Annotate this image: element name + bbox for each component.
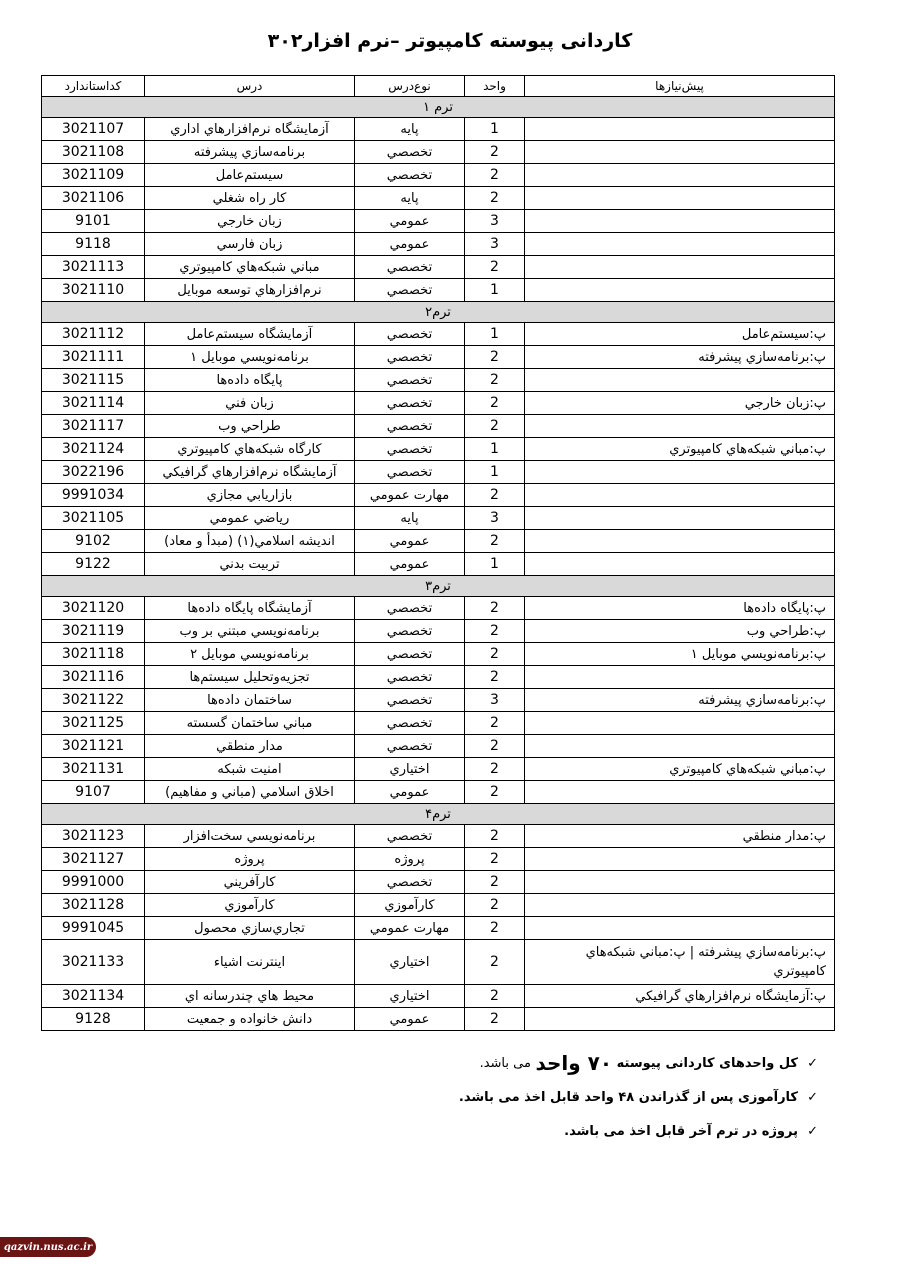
course-cell: آزمايشگاه سيستم‌عامل: [145, 323, 355, 346]
prereq-cell: [525, 894, 835, 917]
type-cell: تخصصي: [355, 164, 465, 187]
course-cell: برنامه‌سازي پيشرفته: [145, 141, 355, 164]
table-row: [42, 346, 835, 369]
page-title: کاردانی پیوسته کامپیوتر –نرم افزار۳۰۲: [267, 30, 633, 52]
course-cell: پروژه: [145, 848, 355, 871]
code-cell: 3021121: [42, 735, 145, 758]
table-row: [42, 323, 835, 346]
code-cell: 3021114: [42, 392, 145, 415]
table-row: [42, 530, 835, 553]
type-cell: تخصصي: [355, 666, 465, 689]
code-cell: 3021123: [42, 825, 145, 848]
type-cell: عمومي: [355, 1008, 465, 1031]
course-cell: زبان فني: [145, 392, 355, 415]
code-cell: 3021113: [42, 256, 145, 279]
term-label: ترم۲: [42, 302, 835, 323]
type-cell: تخصصي: [355, 643, 465, 666]
course-cell: مباني شبكه‌هاي كامپيوتري: [145, 256, 355, 279]
note-internship: [118, 1080, 818, 1114]
type-cell: تخصصي: [355, 461, 465, 484]
code-cell: 3021108: [42, 141, 145, 164]
header-code: کداستاندارد: [42, 76, 145, 97]
course-cell: آزمايشگاه نرم‌افزارهاي اداري: [145, 118, 355, 141]
units-cell: 2: [465, 369, 525, 392]
prereq-cell: [525, 233, 835, 256]
note-3-text: پروژه در ترم آخر قابل اخذ می باشد.: [564, 1123, 798, 1139]
units-cell: 2: [465, 392, 525, 415]
units-cell: 2: [465, 781, 525, 804]
units-cell: 2: [465, 940, 525, 985]
prereq-cell: [525, 712, 835, 735]
units-cell: 2: [465, 530, 525, 553]
table-row: [42, 871, 835, 894]
type-cell: عمومي: [355, 553, 465, 576]
table-row: [42, 392, 835, 415]
prereq-cell: [525, 1008, 835, 1031]
course-cell: رياضي عمومي: [145, 507, 355, 530]
prereq-cell: [525, 118, 835, 141]
type-cell: مهارت عمومي: [355, 917, 465, 940]
table-row: [42, 597, 835, 620]
check-icon: ✓: [807, 1089, 818, 1105]
prereq-cell: [525, 461, 835, 484]
units-cell: 2: [465, 758, 525, 781]
type-cell: پروژه: [355, 848, 465, 871]
code-cell: 9991034: [42, 484, 145, 507]
units-cell: 1: [465, 279, 525, 302]
curriculum-table: [41, 75, 835, 1031]
type-cell: تخصصي: [355, 712, 465, 735]
course-cell: بازاريابي مجازي: [145, 484, 355, 507]
table-row: [42, 415, 835, 438]
note-1-pre: كل واحدهای کاردانی پیوسته: [616, 1055, 798, 1071]
type-cell: اختياري: [355, 940, 465, 985]
table-row: [42, 781, 835, 804]
prereq-cell: پ:برنامه‌سازي پيشرفته: [525, 346, 835, 369]
units-cell: 2: [465, 415, 525, 438]
type-cell: تخصصي: [355, 871, 465, 894]
header-course: درس: [145, 76, 355, 97]
table-row: [42, 256, 835, 279]
footer-url[interactable]: qazvin.nus.ac.ir: [0, 1237, 96, 1257]
type-cell: عمومي: [355, 530, 465, 553]
type-cell: عمومي: [355, 210, 465, 233]
note-project: [118, 1114, 818, 1148]
table-row: [42, 917, 835, 940]
table-row: [42, 1008, 835, 1031]
units-cell: 2: [465, 848, 525, 871]
type-cell: تخصصي: [355, 415, 465, 438]
type-cell: اختياري: [355, 758, 465, 781]
prereq-cell: [525, 415, 835, 438]
prereq-cell: [525, 735, 835, 758]
table-row: [42, 507, 835, 530]
note-total-units: [118, 1046, 818, 1080]
prereq-cell: پ:پايگاه داده‌ها: [525, 597, 835, 620]
type-cell: تخصصي: [355, 597, 465, 620]
notes: [118, 1046, 818, 1148]
prereq-cell: [525, 553, 835, 576]
term-label: ترم۳: [42, 576, 835, 597]
table-row: [42, 461, 835, 484]
code-cell: 3021127: [42, 848, 145, 871]
course-cell: اينترنت اشياء: [145, 940, 355, 985]
type-cell: تخصصي: [355, 392, 465, 415]
table-row: [42, 141, 835, 164]
table-row: [42, 666, 835, 689]
units-cell: 2: [465, 597, 525, 620]
header-prereq: پیش‌نیازها: [525, 76, 835, 97]
units-cell: 3: [465, 233, 525, 256]
code-cell: 3021133: [42, 940, 145, 985]
prereq-cell: [525, 210, 835, 233]
units-cell: 3: [465, 689, 525, 712]
code-cell: 3021105: [42, 507, 145, 530]
table-row: [42, 438, 835, 461]
table-row: [42, 985, 835, 1008]
course-cell: اخلاق اسلامي (مباني و مفاهيم): [145, 781, 355, 804]
prereq-cell: [525, 666, 835, 689]
type-cell: تخصصي: [355, 141, 465, 164]
type-cell: پايه: [355, 118, 465, 141]
prereq-cell: [525, 781, 835, 804]
note-2-text: کارآموزی پس از گذراندن ۴۸ واحد قابل اخذ می باشد.: [458, 1089, 798, 1105]
type-cell: تخصصي: [355, 438, 465, 461]
code-cell: 3021119: [42, 620, 145, 643]
table-row: [42, 712, 835, 735]
table-row: [42, 758, 835, 781]
type-cell: مهارت عمومي: [355, 484, 465, 507]
note-1-post: می باشد.: [479, 1055, 531, 1071]
code-cell: 9991045: [42, 917, 145, 940]
course-cell: پايگاه داده‌ها: [145, 369, 355, 392]
course-cell: تجزيه‌وتحليل سيستم‌ها: [145, 666, 355, 689]
type-cell: كارآموزي: [355, 894, 465, 917]
code-cell: 9101: [42, 210, 145, 233]
table-row: [42, 825, 835, 848]
prereq-cell: [525, 187, 835, 210]
course-cell: طراحي وب: [145, 415, 355, 438]
prereq-cell: پ:برنامه‌نويسي موبايل ۱: [525, 643, 835, 666]
course-cell: دانش خانواده و جمعيت: [145, 1008, 355, 1031]
course-cell: برنامه‌نويسي مبتني بر وب: [145, 620, 355, 643]
check-icon: ✓: [807, 1123, 818, 1139]
term-label: ترم ۱: [42, 97, 835, 118]
table-row: [42, 643, 835, 666]
type-cell: تخصصي: [355, 256, 465, 279]
course-cell: كارآموزي: [145, 894, 355, 917]
units-cell: 2: [465, 643, 525, 666]
units-cell: 2: [465, 825, 525, 848]
term-row: [42, 576, 835, 597]
code-cell: 9991000: [42, 871, 145, 894]
course-cell: ساختمان داده‌ها: [145, 689, 355, 712]
units-cell: 2: [465, 256, 525, 279]
table-row: [42, 894, 835, 917]
type-cell: تخصصي: [355, 323, 465, 346]
type-cell: اختياري: [355, 985, 465, 1008]
term-row: [42, 302, 835, 323]
prereq-cell: پ:آزمايشگاه نرم‌افزارهاي گرافيكي: [525, 985, 835, 1008]
units-cell: 2: [465, 187, 525, 210]
code-cell: 3022196: [42, 461, 145, 484]
units-cell: 1: [465, 438, 525, 461]
code-cell: 9102: [42, 530, 145, 553]
prereq-cell: [525, 141, 835, 164]
prereq-cell: پ:برنامه‌سازي پيشرفته: [525, 689, 835, 712]
course-cell: آزمايشگاه نرم‌افزارهاي گرافيكي: [145, 461, 355, 484]
units-cell: 2: [465, 985, 525, 1008]
header-units: واحد: [465, 76, 525, 97]
prereq-cell: پ:زبان خارجي: [525, 392, 835, 415]
code-cell: 9118: [42, 233, 145, 256]
prereq-cell: [525, 871, 835, 894]
term-row: [42, 804, 835, 825]
table-row: [42, 210, 835, 233]
code-cell: 3021112: [42, 323, 145, 346]
type-cell: تخصصي: [355, 369, 465, 392]
course-cell: آزمايشگاه پايگاه داده‌ها: [145, 597, 355, 620]
code-cell: 3021124: [42, 438, 145, 461]
code-cell: 3021116: [42, 666, 145, 689]
table-body: [42, 97, 835, 1031]
code-cell: 3021128: [42, 894, 145, 917]
check-icon: ✓: [807, 1055, 818, 1071]
course-cell: زبان فارسي: [145, 233, 355, 256]
course-cell: مباني ساختمان گسسته: [145, 712, 355, 735]
units-cell: 1: [465, 323, 525, 346]
units-cell: 2: [465, 712, 525, 735]
table-row: [42, 689, 835, 712]
units-cell: 1: [465, 118, 525, 141]
code-cell: 9122: [42, 553, 145, 576]
code-cell: 3021125: [42, 712, 145, 735]
units-cell: 2: [465, 484, 525, 507]
prereq-cell: [525, 917, 835, 940]
course-cell: برنامه‌نويسي موبايل ۲: [145, 643, 355, 666]
course-cell: برنامه‌نويسي موبايل ۱: [145, 346, 355, 369]
prereq-cell: [525, 369, 835, 392]
units-cell: 2: [465, 164, 525, 187]
units-cell: 3: [465, 210, 525, 233]
code-cell: 3021107: [42, 118, 145, 141]
note-1-big: ۷۰ واحد: [535, 1051, 613, 1075]
prereq-cell: پ:مباني شبكه‌هاي كامپيوتري: [525, 758, 835, 781]
table-row: [42, 118, 835, 141]
course-cell: مدار منطقي: [145, 735, 355, 758]
course-cell: نرم‌افزارهاي توسعه موبايل: [145, 279, 355, 302]
units-cell: 2: [465, 141, 525, 164]
type-cell: تخصصي: [355, 825, 465, 848]
prereq-cell: پ:مباني شبكه‌هاي كامپيوتري: [525, 438, 835, 461]
type-cell: تخصصي: [355, 689, 465, 712]
table-row: [42, 553, 835, 576]
table-header-row: [42, 76, 835, 97]
course-cell: كارگاه شبكه‌هاي كامپيوتري: [145, 438, 355, 461]
units-cell: 2: [465, 735, 525, 758]
units-cell: 2: [465, 894, 525, 917]
type-cell: تخصصي: [355, 735, 465, 758]
table-row: [42, 369, 835, 392]
prereq-cell: [525, 164, 835, 187]
type-cell: تخصصي: [355, 346, 465, 369]
code-cell: 3021110: [42, 279, 145, 302]
course-cell: امنيت شبكه: [145, 758, 355, 781]
code-cell: 3021117: [42, 415, 145, 438]
prereq-cell: پ:مدار منطقي: [525, 825, 835, 848]
code-cell: 3021131: [42, 758, 145, 781]
type-cell: تخصصي: [355, 620, 465, 643]
table-row: [42, 735, 835, 758]
prereq-cell: [525, 484, 835, 507]
type-cell: عمومي: [355, 233, 465, 256]
code-cell: 9128: [42, 1008, 145, 1031]
course-cell: برنامه‌نويسي سخت‌افزار: [145, 825, 355, 848]
table-row: [42, 940, 835, 985]
code-cell: 9107: [42, 781, 145, 804]
table-row: [42, 848, 835, 871]
code-cell: 3021134: [42, 985, 145, 1008]
units-cell: 2: [465, 620, 525, 643]
prereq-cell: [525, 530, 835, 553]
course-cell: زبان خارجي: [145, 210, 355, 233]
prereq-cell: پ:برنامه‌سازي پيشرفته | پ:مباني شبكه‌هاي كامپيوتري: [525, 940, 835, 985]
code-cell: 3021122: [42, 689, 145, 712]
table-row: [42, 484, 835, 507]
units-cell: 1: [465, 461, 525, 484]
type-cell: عمومي: [355, 781, 465, 804]
prereq-cell: [525, 256, 835, 279]
prereq-cell: [525, 279, 835, 302]
type-cell: پايه: [355, 507, 465, 530]
table-row: [42, 279, 835, 302]
course-cell: محيط هاي چندرسانه اي: [145, 985, 355, 1008]
course-cell: تربيت بدني: [145, 553, 355, 576]
code-cell: 3021106: [42, 187, 145, 210]
units-cell: 2: [465, 871, 525, 894]
code-cell: 3021111: [42, 346, 145, 369]
units-cell: 2: [465, 346, 525, 369]
table-row: [42, 233, 835, 256]
code-cell: 3021109: [42, 164, 145, 187]
units-cell: 2: [465, 917, 525, 940]
table-row: [42, 164, 835, 187]
course-cell: انديشه اسلامي(۱) (مبدأ و معاد): [145, 530, 355, 553]
prereq-cell: [525, 848, 835, 871]
type-cell: تخصصي: [355, 279, 465, 302]
course-cell: تجاري‌سازي محصول: [145, 917, 355, 940]
units-cell: 1: [465, 553, 525, 576]
type-cell: پايه: [355, 187, 465, 210]
table-row: [42, 187, 835, 210]
code-cell: 3021115: [42, 369, 145, 392]
table-row: [42, 620, 835, 643]
prereq-cell: [525, 507, 835, 530]
course-cell: كار راه شغلي: [145, 187, 355, 210]
code-cell: 3021118: [42, 643, 145, 666]
units-cell: 3: [465, 507, 525, 530]
term-label: ترم۴: [42, 804, 835, 825]
course-cell: سيستم‌عامل: [145, 164, 355, 187]
units-cell: 2: [465, 1008, 525, 1031]
units-cell: 2: [465, 666, 525, 689]
term-row: [42, 97, 835, 118]
code-cell: 3021120: [42, 597, 145, 620]
header-type: نوع‌درس: [355, 76, 465, 97]
course-cell: كارآفريني: [145, 871, 355, 894]
prereq-cell: پ:سيستم‌عامل: [525, 323, 835, 346]
prereq-cell: پ:طراحي وب: [525, 620, 835, 643]
